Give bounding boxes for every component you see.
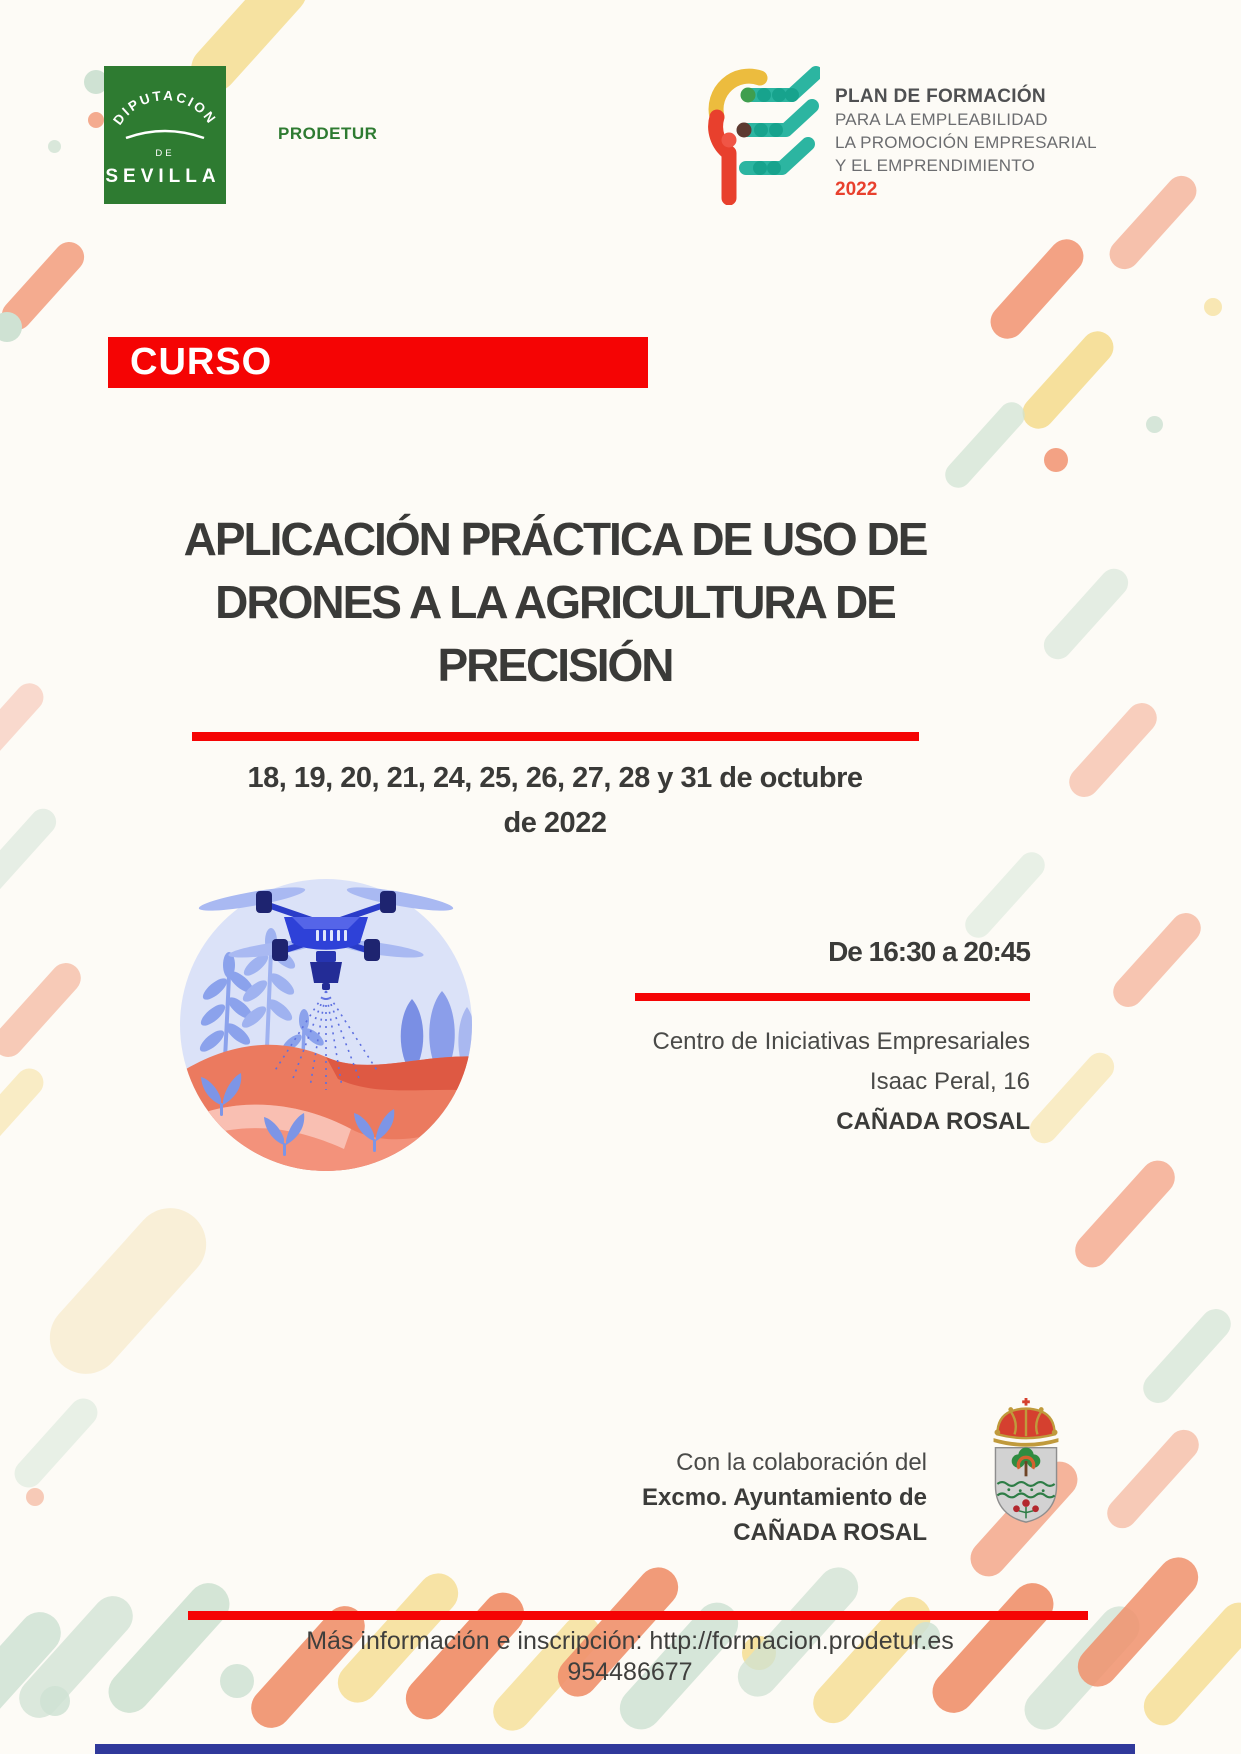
venue-address: Isaac Peral, 16 bbox=[869, 1068, 1030, 1095]
prodetur-logo: PRODETUR bbox=[278, 124, 378, 143]
course-title-line-3: PRECISIÓN bbox=[437, 639, 673, 691]
diputacion-de-text: DE bbox=[155, 148, 175, 159]
course-dates-line-2: de 2022 bbox=[503, 807, 607, 839]
decor-stripe bbox=[984, 232, 1091, 345]
decor-stripe bbox=[0, 957, 87, 1063]
collaboration-block bbox=[440, 1445, 927, 1550]
course-dates-line-1: 18, 19, 20, 21, 24, 25, 26, 27, 28 y 31 de octubre bbox=[247, 762, 863, 794]
decor-dot bbox=[40, 1686, 70, 1716]
decor-stripe bbox=[0, 678, 49, 783]
plan-line-3: Y EL EMPRENDIMIENTO bbox=[835, 156, 1035, 175]
diputacion-arc-text: DIPUTACION bbox=[110, 87, 220, 128]
decor-stripe bbox=[0, 1063, 49, 1163]
decor-dot bbox=[1204, 298, 1222, 316]
decor-stripe bbox=[1101, 1424, 1205, 1535]
plan-line-2: LA PROMOCIÓN EMPRESARIAL bbox=[835, 133, 1097, 152]
footer-blue-bar bbox=[95, 1744, 1135, 1754]
decor-dot bbox=[88, 112, 104, 128]
plan-formacion-logo-icon bbox=[700, 65, 820, 205]
footer-info bbox=[130, 1626, 1130, 1688]
decor-stripe bbox=[940, 397, 1030, 493]
course-title bbox=[105, 508, 1005, 697]
plan-title: PLAN DE FORMACIÓN bbox=[835, 86, 1046, 107]
drone-agriculture-illustration bbox=[176, 867, 476, 1177]
decor-stripe bbox=[1063, 697, 1163, 803]
course-title-line-2: DRONES A LA AGRICULTURA DE bbox=[215, 576, 895, 628]
plan-formacion-logo-text bbox=[835, 86, 1165, 202]
decor-stripe bbox=[1038, 563, 1134, 665]
decor-stripe bbox=[1137, 1303, 1237, 1409]
plan-line-1: PARA LA EMPLEABILIDAD bbox=[835, 110, 1048, 129]
venue-city: CAÑADA ROSAL bbox=[836, 1108, 1030, 1135]
decor-stripe bbox=[1107, 907, 1207, 1013]
footer-phone: 954486677 bbox=[567, 1658, 693, 1686]
collaboration-line-1: Con la colaboración del bbox=[676, 1449, 927, 1476]
decor-stripe bbox=[0, 803, 61, 902]
footer-divider bbox=[188, 1611, 1088, 1620]
decor-stripe bbox=[35, 1193, 221, 1388]
curso-banner-label: CURSO bbox=[130, 341, 273, 383]
canada-rosal-coat-of-arms bbox=[984, 1392, 1068, 1532]
curso-banner bbox=[108, 337, 648, 388]
plan-year: 2022 bbox=[835, 179, 878, 200]
schedule-divider bbox=[635, 993, 1030, 1001]
course-title-line-1: APLICACIÓN PRÁCTICA DE USO DE bbox=[183, 513, 927, 565]
title-divider bbox=[192, 732, 919, 741]
footer-info-url: Más información e inscripción: http://formacion.prodetur.es bbox=[306, 1627, 954, 1655]
decor-dot bbox=[1146, 416, 1163, 433]
diputacion-sevilla-text: SEVILLA bbox=[105, 166, 221, 187]
decor-stripe bbox=[1068, 1154, 1182, 1275]
decor-dot bbox=[26, 1488, 44, 1506]
decor-stripe bbox=[9, 1393, 103, 1493]
course-schedule: De 16:30 a 20:45 bbox=[828, 936, 1030, 967]
collaboration-line-2: Excmo. Ayuntamiento de bbox=[642, 1484, 927, 1511]
course-dates bbox=[115, 756, 995, 846]
diputacion-sevilla-logo bbox=[104, 66, 226, 204]
decor-stripe bbox=[1024, 1047, 1120, 1149]
collaboration-line-3: CAÑADA ROSAL bbox=[733, 1519, 927, 1546]
decor-stripe bbox=[1016, 325, 1120, 436]
decor-dot bbox=[1044, 448, 1068, 472]
decor-stripe bbox=[960, 847, 1050, 943]
venue-name: Centro de Iniciativas Empresariales bbox=[652, 1028, 1030, 1055]
decor-dot bbox=[48, 140, 61, 153]
course-venue bbox=[480, 1022, 1030, 1142]
